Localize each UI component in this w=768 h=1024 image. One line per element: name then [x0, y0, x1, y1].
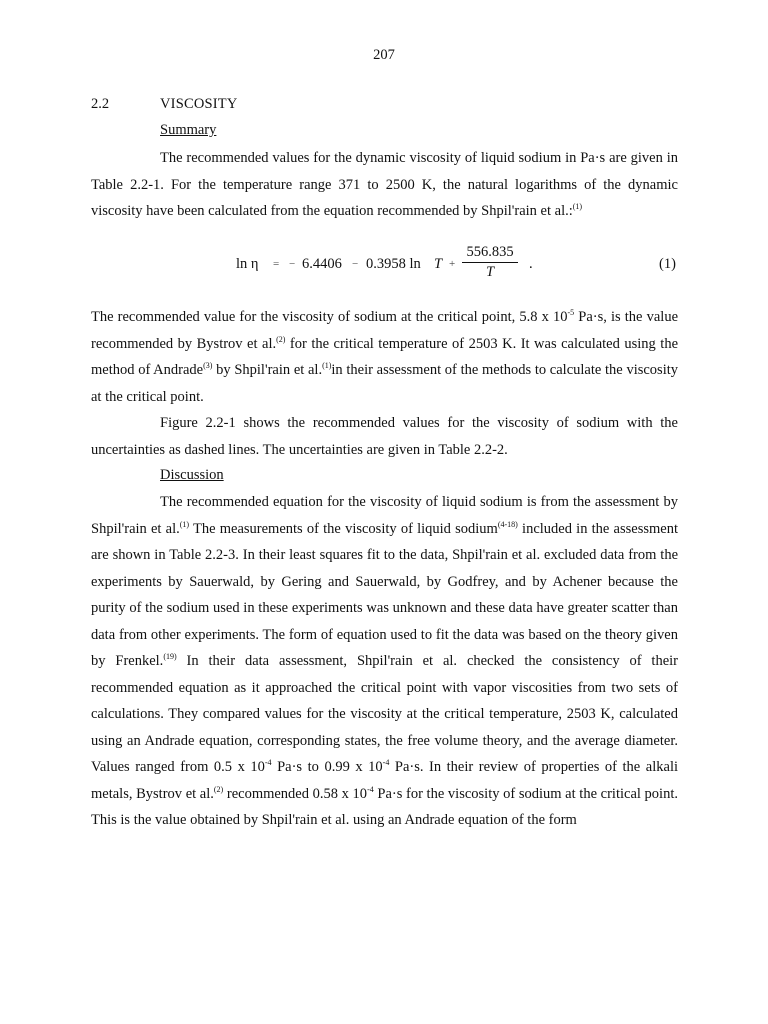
discussion-paragraph: The recommended equation for the viscosity of liquid sodium is from the assessment by Shpil'rain et al.$^{(1)}$ The measurements of the viscosity of liquid sodium$^{(4-18)}$ included in the assessment are shown in Table 2.2-3. In their least squares fit to the data, Shpil'rain et al. excluded data from the experiments by Sauerwald, by Gering and Sauerwald, by Godfrey, and by Achener because the purity of the sodium used in these experiments was unknown and these data have greater scatter than data from other experiments. The form of equation used to fit the data was based on the theory given by Frenkel.$^{(19)}$ In their data assessment, Shpil'rain et al. checked the consistency of their recommended equation as it approached the critical point with vapor viscosities from two sets of calculations. They compared values for the viscosity at the critical temperature, 2503 K, calculated using an Andrade equation, corresponding states, the free volume theory, and the average diameter. Values ranged from 0.5 x $10^{-4}$ Pa·s to 0.99 x $10^{-4}$ Pa·s. In their review of properties of the alkali metals, Bystrov et al.$^{(2)}$ recommended 0.58 x $10^{-4}$ Pa·s for the viscosity of sodium at the critical point. This is the value obtained by Shpil'rain et al. using an Andrade equation of the form	[91, 494, 678, 828]
equation-term-1: 6.4406	[302, 256, 342, 272]
summary-paragraph-1	[91, 145, 678, 225]
equation-fraction	[462, 244, 518, 281]
discussion-heading: Discussion	[160, 467, 224, 483]
plus-sign: +	[449, 258, 456, 270]
equation-period: .	[529, 256, 533, 272]
summary-heading: Summary	[160, 122, 217, 138]
equals-sign: =	[273, 258, 280, 270]
summary-paragraph-2: The recommended value for the viscosity of sodium at the critical point, 5.8 x $10^{-5}$ Pa·s, is the value recommended by Bystrov et al.$^{(2)}$ for the critical temperature of 2503 K. It was calculated using the method of Andrade$^{(3)}$ by Shpil'rain et al.$^{(1)}$in their assessment of the methods to calculate the viscosity at the critical point.	[91, 308, 679, 405]
equation-variable-t: T	[434, 256, 443, 272]
ref-1: (1)	[572, 202, 583, 211]
section-number: 2.2	[91, 96, 110, 112]
section-title: VISCOSITY	[160, 96, 238, 112]
fraction-denominator: T	[485, 264, 495, 280]
fraction-numerator: 556.835	[462, 244, 518, 263]
equation-term-2: 0.3958 ln	[366, 256, 421, 272]
summary-paragraph-3: Figure 2.2-1 shows the recommended values for the viscosity of sodium with the uncertainties as dashed lines. The uncertainties are given in Table 2.2-2.	[91, 415, 678, 458]
viscosity-equation	[0, 244, 768, 284]
p1-text: The recommended values for the dynamic viscosity of liquid sodium in Pa·s are given in Table 2.2-1. For the temperature range 371 to 2500 K, the natural logarithms of the dynamic viscosity have been calculated from the equation recommended by Shpil'rain et al.:	[91, 150, 678, 219]
equation-lhs: ln η	[236, 256, 259, 272]
minus-sign-1: −	[289, 258, 296, 270]
equation-number: (1)	[659, 256, 676, 272]
page-number: 207	[373, 47, 395, 63]
minus-sign-2: −	[352, 258, 359, 270]
